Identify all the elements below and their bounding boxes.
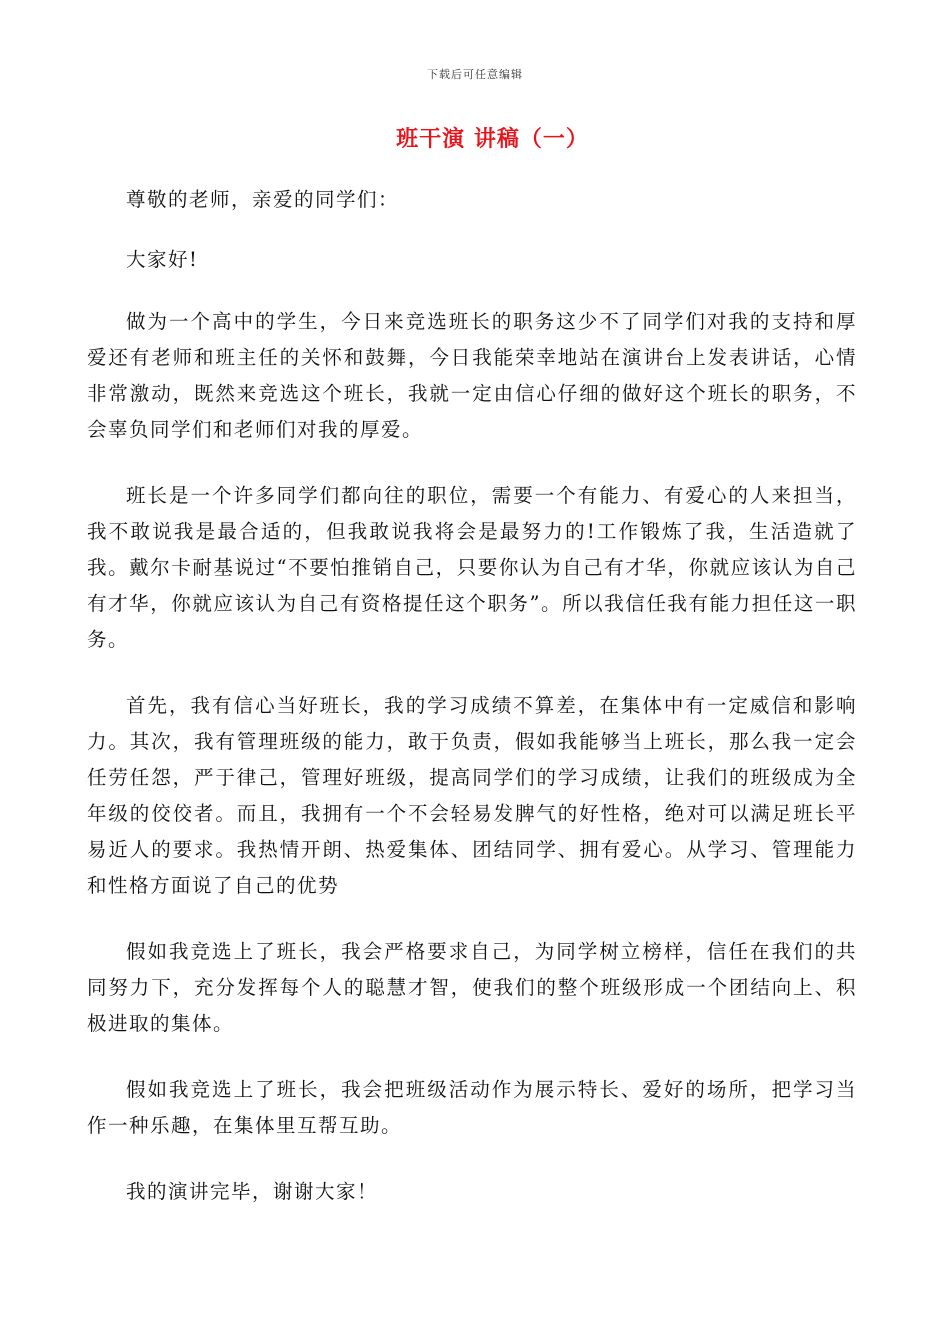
paragraph-commitment: 假如我竞选上了班长，我会严格要求自己，为同学树立榜样，信任在我们的共同努力下，充分发挥每个人的聪慧才智，使我们的整个班级形成一个团结向上、积极进取的集体。 <box>87 940 857 1035</box>
paragraph-qualifications: 首先，我有信心当好班长，我的学习成绩不算差，在集体中有一定威信和影响力。其次，我有管理班级的能力，敢于负责，假如我能够当上班长，那么我一定会任劳任怨，严于律己，管理好班级，提高同学们的学习成绩，让我们的班级成为全年级的佼佼者。而且，我拥有一个不会轻易发脾气的好性格，绝对可以满足班长平易近人的要求。我热情开朗、热爱集体、团结同学、拥有爱心。从学习、管理能力和性格方面说了自己的优势 <box>87 694 857 897</box>
header-note: 下载后可任意编辑 <box>427 68 523 81</box>
paragraph-salutation: 尊敬的老师，亲爱的同学们： <box>126 188 400 211</box>
paragraph-motivation: 班长是一个许多同学们都向往的职位，需要一个有能力、有爱心的人来担当，我不敢说我是最合适的，但我敢说我将会是最努力的!工作锻炼了我，生活造就了我。戴尔卡耐基说过“不要怕推销自己，只要你认为自己有才华，你就应该认为自己有才华，你就应该认为自己有资格提任这个职务”。所以我信任我有能力担任这一职务。 <box>87 484 857 651</box>
paragraph-activities: 假如我竞选上了班长，我会把班级活动作为展示特长、爱好的场所，把学习当作一种乐趣，在集体里互帮互助。 <box>87 1078 857 1137</box>
paragraph-greeting: 大家好! <box>126 248 199 271</box>
paragraph-closing: 我的演讲完毕，谢谢大家！ <box>126 1180 379 1203</box>
paragraph-intro: 做为一个高中的学生，今日来竞选班长的职务这少不了同学们对我的支持和厚爱还有老师和班主任的关怀和鼓舞，今日我能荣幸地站在演讲台上发表讲话，心情非常激动，既然来竞选这个班长，我就一定由信心仔细的做好这个班长的职务，不会辜负同学们和老师们对我的厚爱。 <box>87 310 857 441</box>
speech-body <box>87 182 857 1240</box>
page-title: 班干演 讲稿（一） <box>396 126 589 152</box>
